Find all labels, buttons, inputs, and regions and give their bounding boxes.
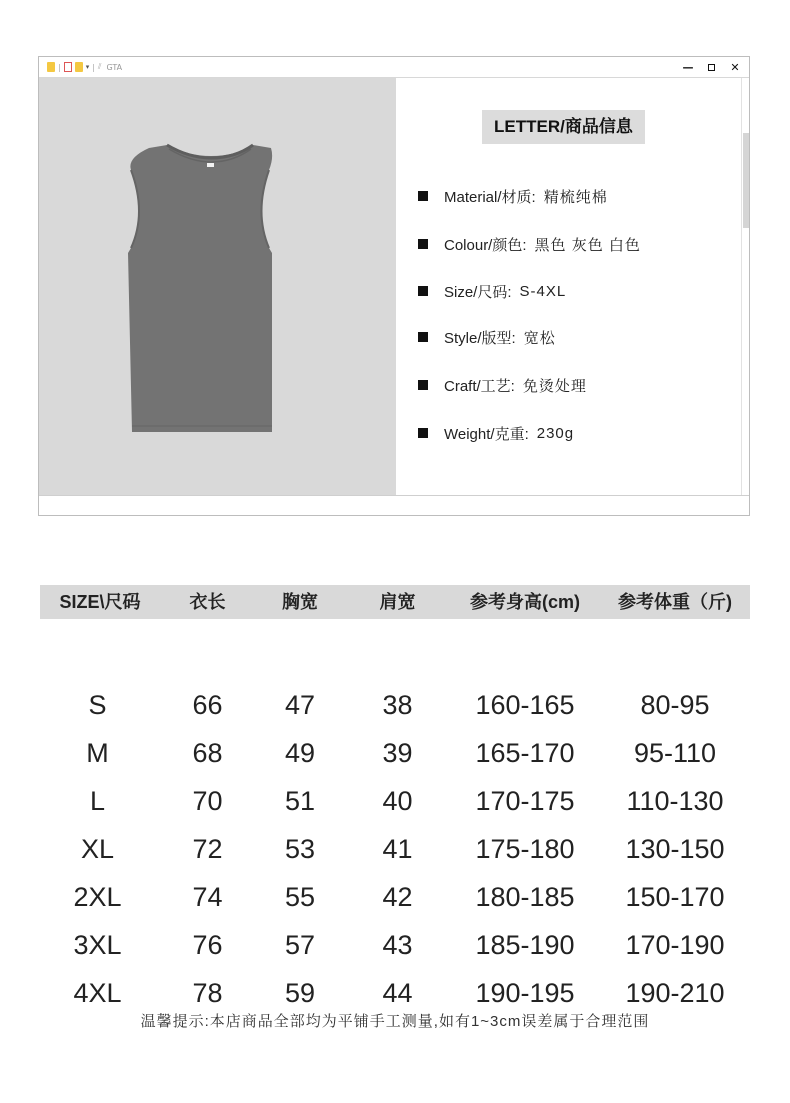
bullet-icon [418, 191, 428, 201]
separator: | [92, 62, 95, 72]
cell-height: 165-170 [475, 738, 575, 768]
cell-length: 78 [192, 978, 223, 1008]
product-info-panel [396, 78, 741, 495]
spec-value: S-4XL [519, 282, 567, 300]
cell-size: 2XL [73, 882, 122, 912]
table-row [40, 777, 750, 825]
table-row [40, 825, 750, 873]
cell-shoulder: 43 [382, 930, 413, 960]
spec-label: Size/尺码: [444, 283, 512, 301]
separator: | [58, 62, 61, 72]
spec-label: Colour/颜色: [444, 236, 527, 254]
spec-value: 宽松 [523, 329, 556, 347]
product-image-panel [39, 78, 396, 495]
spec-size [418, 281, 566, 301]
bullet-icon [418, 332, 428, 342]
spec-colour [418, 234, 641, 254]
header-chest: 胸宽 [282, 592, 318, 612]
table-row [40, 729, 750, 777]
cell-chest: 51 [284, 786, 316, 816]
size-table-header [40, 585, 750, 619]
cell-length: 68 [192, 738, 223, 768]
bullet-icon [418, 380, 428, 390]
header-weight: 参考体重（斤) [618, 592, 732, 612]
cell-shoulder: 38 [382, 690, 413, 720]
properties-icon[interactable] [64, 62, 72, 72]
header-length: 衣长 [189, 592, 226, 612]
spec-style [418, 327, 556, 347]
cell-height: 190-195 [475, 978, 575, 1008]
cell-chest: 49 [284, 738, 316, 768]
cell-weight: 80-95 [640, 690, 710, 720]
cell-size: S [88, 690, 107, 720]
cell-shoulder: 44 [382, 978, 413, 1008]
cell-length: 72 [192, 834, 223, 864]
cell-length: 74 [192, 882, 223, 912]
cell-length: 76 [192, 930, 223, 960]
scrollbar-thumb[interactable] [743, 133, 749, 228]
table-row [40, 921, 750, 969]
spec-label: Material/材质: [444, 188, 536, 206]
cell-size: XL [80, 834, 115, 864]
chevron-down-icon[interactable]: ▾ [85, 63, 90, 71]
maximize-button[interactable] [708, 64, 715, 71]
cell-length: 66 [192, 690, 223, 720]
cell-weight: 110-130 [626, 786, 724, 816]
window-titlebar [39, 57, 749, 78]
spec-label: Style/版型: [444, 329, 516, 347]
path-icon: ⫽ [97, 62, 102, 71]
cell-chest: 53 [284, 834, 316, 864]
cell-shoulder: 39 [382, 738, 413, 768]
cell-chest: 59 [284, 978, 316, 1008]
cell-height: 185-190 [475, 930, 575, 960]
window-path: GTA [106, 62, 123, 72]
spec-weight [418, 423, 574, 443]
cell-height: 160-165 [475, 690, 575, 720]
cell-shoulder: 42 [382, 882, 413, 912]
header-shoulder: 肩宽 [379, 592, 416, 612]
cell-weight: 190-210 [625, 978, 725, 1008]
spec-label: Craft/工艺: [444, 377, 515, 395]
cell-chest: 55 [284, 882, 316, 912]
spec-value: 230g [536, 424, 575, 442]
bullet-icon [418, 428, 428, 438]
minimize-button[interactable]: — [682, 61, 694, 74]
cell-size: 4XL [73, 978, 122, 1008]
close-button[interactable]: ✕ [730, 61, 740, 74]
spec-material [418, 186, 608, 206]
cell-shoulder: 41 [382, 834, 413, 864]
spec-value: 黑色 灰色 白色 [534, 236, 641, 254]
spec-craft [418, 375, 587, 395]
tank-top-image [39, 78, 396, 495]
cell-shoulder: 40 [382, 786, 413, 816]
cell-chest: 57 [284, 930, 316, 960]
header-size: SIZE\尺码 [59, 592, 141, 612]
spec-value: 免烫处理 [522, 377, 587, 395]
measurement-footnote: 温馨提示:本店商品全部均为平铺手工测量,如有1~3cm误差属于合理范围 [140, 1013, 650, 1030]
cell-size: M [86, 738, 109, 768]
vertical-scrollbar[interactable] [741, 78, 749, 495]
info-title: LETTER/商品信息 [482, 110, 645, 144]
window-controls [682, 57, 741, 78]
cell-length: 70 [192, 786, 223, 816]
table-row [40, 681, 750, 729]
size-table [40, 585, 750, 1008]
cell-weight: 170-190 [625, 930, 725, 960]
cell-height: 175-180 [475, 834, 575, 864]
app-window [38, 56, 750, 516]
neck-label [207, 163, 214, 167]
cell-weight: 150-170 [625, 882, 725, 912]
cell-size: L [89, 786, 106, 816]
cell-size: 3XL [73, 930, 122, 960]
header-height: 参考身高(cm) [469, 592, 580, 612]
folder-icon[interactable] [47, 62, 55, 72]
cell-weight: 130-150 [625, 834, 725, 864]
spec-value: 精梳纯棉 [543, 188, 608, 206]
spec-label: Weight/克重: [444, 425, 529, 443]
table-row [40, 873, 750, 921]
cell-height: 180-185 [475, 882, 575, 912]
cell-chest: 47 [284, 690, 316, 720]
cell-weight: 95-110 [633, 738, 717, 768]
status-bar [39, 495, 749, 515]
tank-top-body [128, 145, 272, 432]
bullet-icon [418, 239, 428, 249]
new-folder-icon[interactable] [75, 62, 83, 72]
cell-height: 170-175 [475, 786, 575, 816]
bullet-icon [418, 286, 428, 296]
